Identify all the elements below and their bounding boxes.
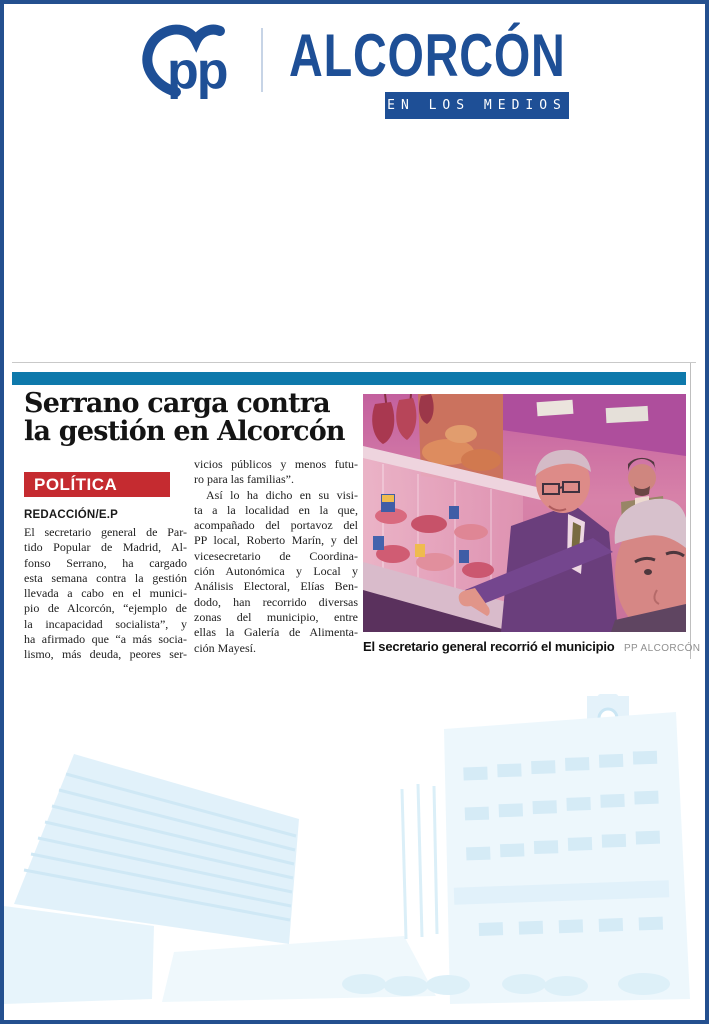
text-line: tido Popular de Madrid, Al- (24, 540, 187, 555)
article-column-2 (194, 457, 358, 656)
text-line: Así lo ha dicho en su visi- (194, 487, 358, 502)
section-accent-bar (12, 372, 686, 385)
alcorcon-town-hall-watermark (4, 694, 705, 1020)
text-line: ción Mayesí. (194, 640, 256, 655)
text-line: ta a la localidad en la que, (194, 502, 358, 517)
text-line: esta semana contra la gestión (24, 570, 187, 585)
text-line: ción Autonómica y Local y (194, 564, 358, 579)
pp-logo-letters: pp (167, 42, 227, 100)
text-line: llevada a cabo en el munici- (24, 586, 187, 601)
text-line: ro para las familias”. (194, 472, 294, 487)
text-line: ellas la Galería de Alimenta- (194, 625, 358, 640)
header-divider (261, 28, 263, 92)
article-headline (24, 390, 359, 446)
text-line: acompañado del portavoz del (194, 518, 358, 533)
text-line: ha afirmado que “a más socia- (24, 632, 187, 647)
text-line: pio de Alcorcón, “ejemplo de (24, 601, 187, 616)
pp-gaviota-logo-icon (136, 18, 248, 102)
article-column-1 (24, 525, 187, 663)
text-line: lismo, más deuda, peores ser- (24, 647, 187, 662)
photo-caption (363, 638, 701, 656)
brand-city-title: ALCORCÓN (289, 22, 566, 89)
text-line: PP local, Roberto Marín, y del (194, 533, 358, 548)
text-line: dodo, han recorrido diversas (194, 594, 358, 609)
headline-line-2: la gestión en Alcorcón (24, 416, 345, 447)
column-rule (690, 363, 691, 659)
en-los-medios-banner: EN LOS MEDIOS (385, 92, 569, 119)
photo-caption-text: El secretario general recorrió el municipio (363, 639, 615, 654)
photo-credit: PP ALCORCÓN (623, 643, 701, 654)
market-visit-photo (363, 394, 686, 632)
text-line: Análisis Electoral, Elías Ben- (194, 579, 358, 594)
text-line: fonso Serrano, ha cargado (24, 555, 187, 570)
text-line: vicios públicos y menos futu- (194, 457, 358, 471)
kicker-politica: POLÍTICA (24, 472, 170, 497)
section-top-rule (12, 362, 696, 363)
text-line: la incapacidad socialista”, y (24, 616, 187, 631)
text-line: vicesecretario de Coordina- (194, 548, 358, 563)
text-line: El secretario general de Par- (24, 525, 187, 539)
headline-line-1: Serrano carga contra (24, 388, 330, 419)
text-line: zonas del municipio, entre (194, 609, 358, 624)
article-byline: REDACCIÓN/E.P (24, 509, 118, 521)
